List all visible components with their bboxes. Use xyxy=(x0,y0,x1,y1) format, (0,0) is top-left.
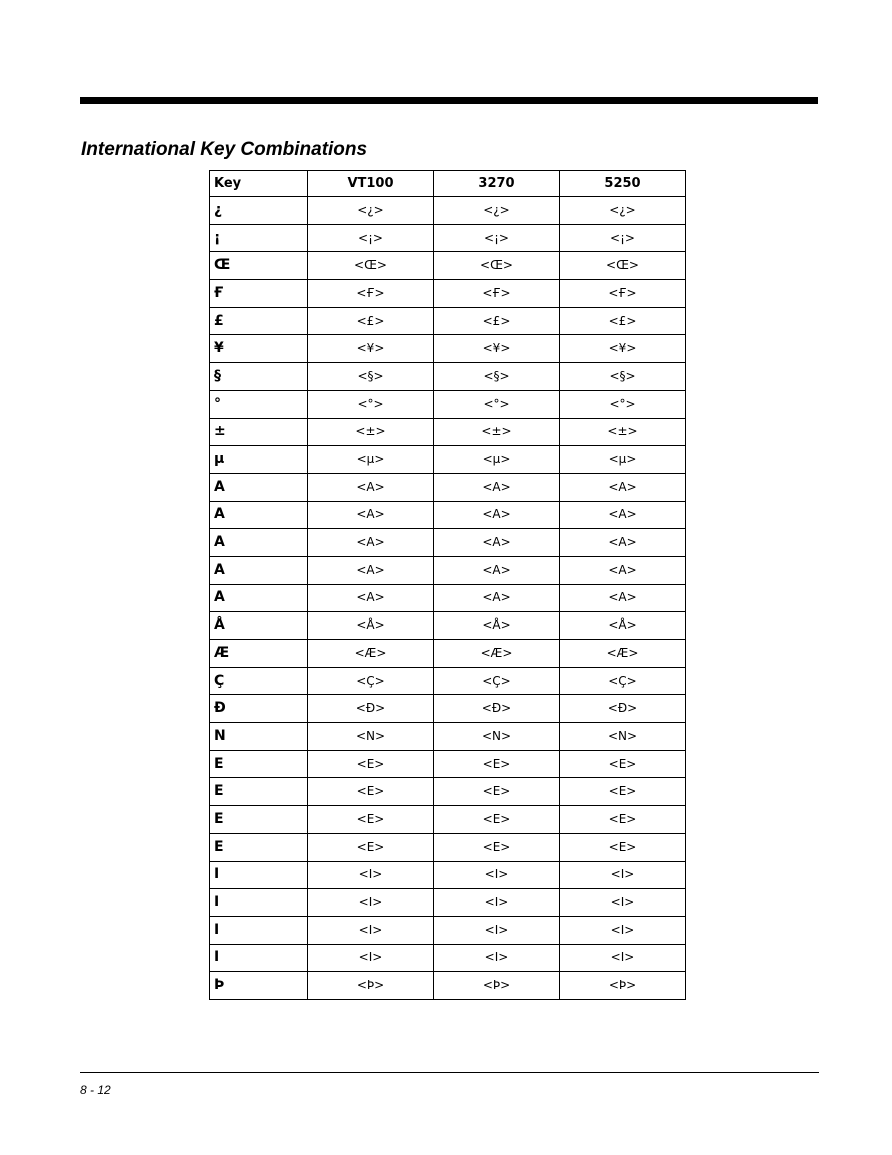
5250-cell: <Å> xyxy=(560,612,686,640)
table-row xyxy=(210,972,686,1000)
3270-cell: <Ç> xyxy=(434,667,560,695)
table-row xyxy=(210,889,686,917)
3270-cell: <E> xyxy=(434,806,560,834)
table-row xyxy=(210,335,686,363)
5250-cell: <E> xyxy=(560,806,686,834)
key-cell: E xyxy=(210,806,308,834)
key-cell: Ғ xyxy=(210,280,308,308)
vt100-cell: <µ> xyxy=(308,446,434,474)
vt100-cell: <Ð> xyxy=(308,695,434,723)
vt100-cell: <A> xyxy=(308,584,434,612)
5250-cell: <°> xyxy=(560,390,686,418)
table-row xyxy=(210,612,686,640)
table-row xyxy=(210,861,686,889)
vt100-cell: <Ғ> xyxy=(308,280,434,308)
vt100-cell: <°> xyxy=(308,390,434,418)
5250-cell: <µ> xyxy=(560,446,686,474)
5250-cell: <Æ> xyxy=(560,640,686,668)
table-row xyxy=(210,944,686,972)
5250-cell: <I> xyxy=(560,916,686,944)
3270-cell: <I> xyxy=(434,944,560,972)
5250-cell: <E> xyxy=(560,833,686,861)
3270-cell: <E> xyxy=(434,833,560,861)
key-cell: N xyxy=(210,723,308,751)
5250-cell: <Þ> xyxy=(560,972,686,1000)
key-cell: A xyxy=(210,584,308,612)
table-row xyxy=(210,363,686,391)
vt100-cell: <E> xyxy=(308,750,434,778)
3270-cell: <A> xyxy=(434,529,560,557)
3270-cell: <I> xyxy=(434,889,560,917)
page-number: 8 - 12 xyxy=(80,1083,111,1097)
3270-cell: <Ғ> xyxy=(434,280,560,308)
5250-cell: <¿> xyxy=(560,197,686,225)
3270-cell: <¡> xyxy=(434,224,560,252)
key-combinations-table xyxy=(209,170,686,1000)
vt100-cell: <E> xyxy=(308,778,434,806)
vt100-cell: <E> xyxy=(308,806,434,834)
key-cell: ° xyxy=(210,390,308,418)
3270-cell: <E> xyxy=(434,750,560,778)
key-cell: § xyxy=(210,363,308,391)
3270-cell: <A> xyxy=(434,501,560,529)
key-cell: ¿ xyxy=(210,197,308,225)
3270-cell: <Þ> xyxy=(434,972,560,1000)
3270-cell: <§> xyxy=(434,363,560,391)
table-row xyxy=(210,833,686,861)
table-row xyxy=(210,640,686,668)
key-cell: Œ xyxy=(210,252,308,280)
3270-cell: <°> xyxy=(434,390,560,418)
3270-cell: <£> xyxy=(434,307,560,335)
key-cell: Æ xyxy=(210,640,308,668)
vt100-cell: <Å> xyxy=(308,612,434,640)
5250-cell: <A> xyxy=(560,556,686,584)
vt100-cell: <¥> xyxy=(308,335,434,363)
table-row xyxy=(210,695,686,723)
vt100-cell: <A> xyxy=(308,473,434,501)
5250-cell: <Œ> xyxy=(560,252,686,280)
vt100-cell: <£> xyxy=(308,307,434,335)
key-cell: I xyxy=(210,916,308,944)
vt100-cell: <I> xyxy=(308,916,434,944)
3270-cell: <Æ> xyxy=(434,640,560,668)
table-row xyxy=(210,750,686,778)
table-row xyxy=(210,916,686,944)
5250-cell: <Ç> xyxy=(560,667,686,695)
table-row xyxy=(210,446,686,474)
table-row xyxy=(210,252,686,280)
key-cell: £ xyxy=(210,307,308,335)
key-cell: A xyxy=(210,473,308,501)
5250-cell: <A> xyxy=(560,473,686,501)
3270-cell: <Ð> xyxy=(434,695,560,723)
key-cell: µ xyxy=(210,446,308,474)
table-row xyxy=(210,224,686,252)
key-cell: Å xyxy=(210,612,308,640)
key-cell: E xyxy=(210,778,308,806)
table-row xyxy=(210,501,686,529)
5250-cell: <N> xyxy=(560,723,686,751)
3270-cell: <E> xyxy=(434,778,560,806)
vt100-cell: <A> xyxy=(308,529,434,557)
key-cell: Ð xyxy=(210,695,308,723)
table-row xyxy=(210,390,686,418)
5250-cell: <I> xyxy=(560,861,686,889)
key-cell: ± xyxy=(210,418,308,446)
5250-cell: <I> xyxy=(560,889,686,917)
3270-cell: <Œ> xyxy=(434,252,560,280)
table-header-row xyxy=(210,171,686,197)
vt100-cell: <±> xyxy=(308,418,434,446)
key-cell: A xyxy=(210,529,308,557)
table-row xyxy=(210,280,686,308)
5250-cell: <±> xyxy=(560,418,686,446)
header-5250: 5250 xyxy=(560,171,686,197)
table-row xyxy=(210,473,686,501)
5250-cell: <E> xyxy=(560,778,686,806)
5250-cell: <I> xyxy=(560,944,686,972)
key-cell: E xyxy=(210,750,308,778)
vt100-cell: <Æ> xyxy=(308,640,434,668)
vt100-cell: <N> xyxy=(308,723,434,751)
table-row xyxy=(210,723,686,751)
5250-cell: <§> xyxy=(560,363,686,391)
3270-cell: <I> xyxy=(434,861,560,889)
bottom-rule xyxy=(80,1072,819,1073)
table-body xyxy=(210,197,686,1000)
key-cell: E xyxy=(210,833,308,861)
5250-cell: <Ð> xyxy=(560,695,686,723)
5250-cell: <¥> xyxy=(560,335,686,363)
3270-cell: <Å> xyxy=(434,612,560,640)
3270-cell: <I> xyxy=(434,916,560,944)
3270-cell: <A> xyxy=(434,473,560,501)
table-row xyxy=(210,418,686,446)
5250-cell: <A> xyxy=(560,584,686,612)
header-key: Key xyxy=(210,171,308,197)
table-row xyxy=(210,778,686,806)
key-cell: A xyxy=(210,556,308,584)
vt100-cell: <I> xyxy=(308,861,434,889)
3270-cell: <A> xyxy=(434,584,560,612)
vt100-cell: <A> xyxy=(308,556,434,584)
vt100-cell: <E> xyxy=(308,833,434,861)
table-row xyxy=(210,307,686,335)
table-row xyxy=(210,806,686,834)
table-row xyxy=(210,667,686,695)
key-cell: I xyxy=(210,944,308,972)
5250-cell: <A> xyxy=(560,501,686,529)
5250-cell: <£> xyxy=(560,307,686,335)
vt100-cell: <¡> xyxy=(308,224,434,252)
5250-cell: <E> xyxy=(560,750,686,778)
header-3270: 3270 xyxy=(434,171,560,197)
table-row xyxy=(210,197,686,225)
vt100-cell: <I> xyxy=(308,889,434,917)
vt100-cell: <A> xyxy=(308,501,434,529)
3270-cell: <±> xyxy=(434,418,560,446)
top-rule xyxy=(80,97,818,104)
key-cell: Ç xyxy=(210,667,308,695)
vt100-cell: <§> xyxy=(308,363,434,391)
vt100-cell: <Þ> xyxy=(308,972,434,1000)
3270-cell: <A> xyxy=(434,556,560,584)
table-row xyxy=(210,529,686,557)
vt100-cell: <Œ> xyxy=(308,252,434,280)
5250-cell: <Ғ> xyxy=(560,280,686,308)
table-row xyxy=(210,584,686,612)
table-row xyxy=(210,556,686,584)
key-cell: I xyxy=(210,889,308,917)
header-vt100: VT100 xyxy=(308,171,434,197)
3270-cell: <¥> xyxy=(434,335,560,363)
3270-cell: <¿> xyxy=(434,197,560,225)
section-title: International Key Combinations xyxy=(81,139,368,160)
5250-cell: <A> xyxy=(560,529,686,557)
vt100-cell: <¿> xyxy=(308,197,434,225)
key-cell: A xyxy=(210,501,308,529)
3270-cell: <N> xyxy=(434,723,560,751)
vt100-cell: <I> xyxy=(308,944,434,972)
key-cell: ¡ xyxy=(210,224,308,252)
key-cell: ¥ xyxy=(210,335,308,363)
3270-cell: <µ> xyxy=(434,446,560,474)
key-cell: Þ xyxy=(210,972,308,1000)
key-cell: I xyxy=(210,861,308,889)
5250-cell: <¡> xyxy=(560,224,686,252)
vt100-cell: <Ç> xyxy=(308,667,434,695)
